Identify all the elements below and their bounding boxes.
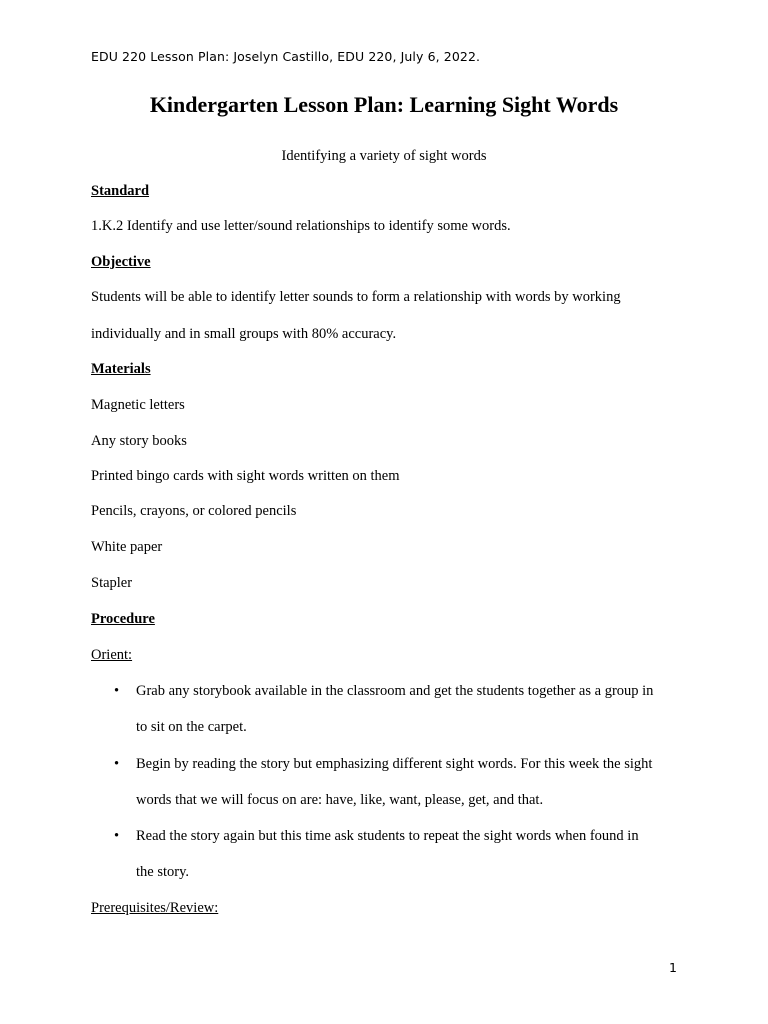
bullet-line: Read the story again but this time ask students to repeat the sight words when found in <box>136 828 639 844</box>
materials-heading: Materials <box>91 361 151 377</box>
document-header: EDU 220 Lesson Plan: Joselyn Castillo, EDU 220, July 6, 2022. <box>91 49 481 64</box>
materials-item: Magnetic letters <box>91 397 185 413</box>
bullet-icon: • <box>114 756 120 772</box>
document-subtitle: Identifying a variety of sight words <box>281 148 487 164</box>
materials-item: Printed bingo cards with sight words written on them <box>91 468 400 484</box>
bullet-icon: • <box>114 828 120 844</box>
standard-text: 1.K.2 Identify and use letter/sound relationships to identify some words. <box>91 218 511 234</box>
objective-line: individually and in small groups with 80% accuracy. <box>91 326 397 342</box>
materials-item: Any story books <box>91 433 187 449</box>
orient-label: Orient: <box>91 647 133 663</box>
objective-line: Students will be able to identify letter sounds to form a relationship with words by working <box>91 289 621 305</box>
standard-heading: Standard <box>91 183 150 199</box>
procedure-heading: Procedure <box>91 611 155 627</box>
prerequisites-label: Prerequisites/Review: <box>91 900 219 916</box>
materials-item: Pencils, crayons, or colored pencils <box>91 503 297 519</box>
page-number: 1 <box>669 960 677 975</box>
document-title: Kindergarten Lesson Plan: Learning Sight Words <box>149 92 619 117</box>
bullet-line: the story. <box>136 864 190 880</box>
bullet-line: words that we will focus on are: have, like, want, please, get, and that. <box>136 792 544 808</box>
objective-heading: Objective <box>91 254 151 270</box>
bullet-line: to sit on the carpet. <box>136 719 247 735</box>
bullet-line: Grab any storybook available in the classroom and get the students together as a group in <box>136 683 654 699</box>
bullet-line: Begin by reading the story but emphasizing different sight words. For this week the sight <box>136 756 653 772</box>
materials-item: White paper <box>91 539 163 555</box>
materials-item: Stapler <box>91 575 133 591</box>
bullet-icon: • <box>114 683 120 699</box>
